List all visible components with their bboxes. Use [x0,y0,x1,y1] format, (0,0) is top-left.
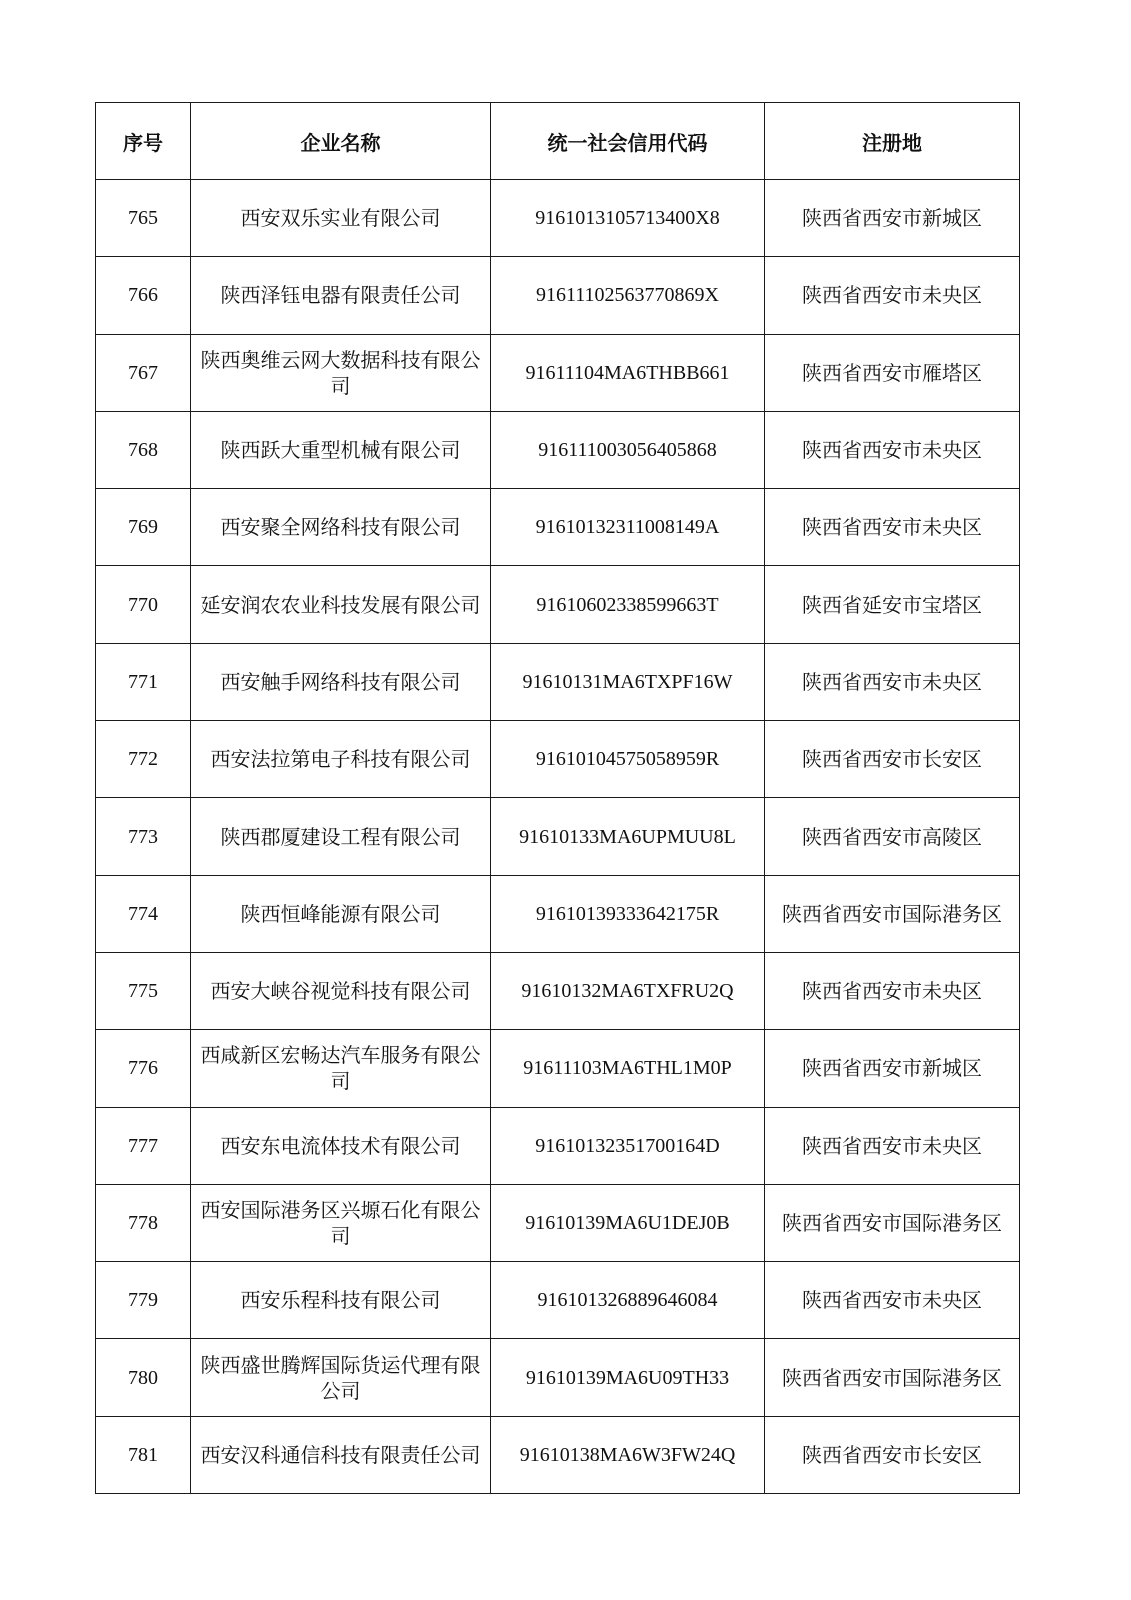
table-row [96,489,1020,566]
row-index: 779 [96,1262,191,1339]
registered-location: 陕西省西安市新城区 [765,1030,1020,1107]
credit-code: 91610132351700164D [491,1107,765,1184]
credit-code: 91611103MA6THL1M0P [491,1030,765,1107]
row-index: 776 [96,1030,191,1107]
credit-code: 91610139333642175R [491,875,765,952]
company-name: 西安双乐实业有限公司 [191,180,491,257]
table-row [96,798,1020,875]
credit-code: 91611102563770869X [491,257,765,334]
credit-code: 9161013105713400X8 [491,180,765,257]
row-index: 766 [96,257,191,334]
company-name: 陕西跃大重型机械有限公司 [191,411,491,488]
table-row [96,1416,1020,1493]
credit-code: 91610139MA6U1DEJ0B [491,1184,765,1261]
registered-location: 陕西省西安市未央区 [765,1262,1020,1339]
company-name: 陕西恒峰能源有限公司 [191,875,491,952]
credit-code: 91610602338599663T [491,566,765,643]
row-index: 777 [96,1107,191,1184]
credit-code: 91610132MA6TXFRU2Q [491,952,765,1029]
table-row [96,257,1020,334]
row-index: 778 [96,1184,191,1261]
registered-location: 陕西省西安市国际港务区 [765,1339,1020,1416]
row-index: 775 [96,952,191,1029]
credit-code: 916101326889646084 [491,1262,765,1339]
row-index: 780 [96,1339,191,1416]
company-name: 陕西盛世腾辉国际货运代理有限公司 [191,1339,491,1416]
row-index: 774 [96,875,191,952]
registered-location: 陕西省西安市长安区 [765,1416,1020,1493]
table-body [96,180,1020,1494]
table-header-row [96,103,1020,180]
registered-location: 陕西省西安市长安区 [765,721,1020,798]
table-row [96,1030,1020,1107]
table-row [96,721,1020,798]
table-row [96,566,1020,643]
credit-code: 91610132311008149A [491,489,765,566]
company-name: 延安润农农业科技发展有限公司 [191,566,491,643]
table-row [96,411,1020,488]
registered-location: 陕西省西安市未央区 [765,643,1020,720]
registered-location: 陕西省西安市未央区 [765,411,1020,488]
company-name: 西安东电流体技术有限公司 [191,1107,491,1184]
registered-location: 陕西省西安市未央区 [765,952,1020,1029]
credit-code: 91610104575058959R [491,721,765,798]
company-name: 西咸新区宏畅达汽车服务有限公司 [191,1030,491,1107]
table-row [96,180,1020,257]
row-index: 771 [96,643,191,720]
company-name: 西安国际港务区兴塬石化有限公司 [191,1184,491,1261]
header-registered-location: 注册地 [765,103,1020,180]
company-name: 陕西泽钰电器有限责任公司 [191,257,491,334]
table-row [96,643,1020,720]
table-row [96,875,1020,952]
row-index: 768 [96,411,191,488]
table-row [96,1107,1020,1184]
company-name: 西安聚全网络科技有限公司 [191,489,491,566]
credit-code: 91611104MA6THBB661 [491,334,765,411]
company-name: 西安乐程科技有限公司 [191,1262,491,1339]
row-index: 772 [96,721,191,798]
table-row [96,1184,1020,1261]
company-name: 西安汉科通信科技有限责任公司 [191,1416,491,1493]
credit-code: 916111003056405868 [491,411,765,488]
registered-location: 陕西省西安市未央区 [765,257,1020,334]
registered-location: 陕西省西安市国际港务区 [765,1184,1020,1261]
row-index: 781 [96,1416,191,1493]
credit-code: 91610131MA6TXPF16W [491,643,765,720]
registered-location: 陕西省西安市新城区 [765,180,1020,257]
row-index: 769 [96,489,191,566]
credit-code: 91610139MA6U09TH33 [491,1339,765,1416]
registered-location: 陕西省西安市未央区 [765,489,1020,566]
table-row [96,1262,1020,1339]
row-index: 773 [96,798,191,875]
credit-code: 91610138MA6W3FW24Q [491,1416,765,1493]
registered-location: 陕西省延安市宝塔区 [765,566,1020,643]
header-index: 序号 [96,103,191,180]
company-name: 陕西奥维云网大数据科技有限公司 [191,334,491,411]
table-row [96,1339,1020,1416]
enterprise-table [95,102,1020,1494]
company-name: 陕西郡厦建设工程有限公司 [191,798,491,875]
company-name: 西安法拉第电子科技有限公司 [191,721,491,798]
registered-location: 陕西省西安市高陵区 [765,798,1020,875]
credit-code: 91610133MA6UPMUU8L [491,798,765,875]
row-index: 767 [96,334,191,411]
registered-location: 陕西省西安市国际港务区 [765,875,1020,952]
company-name: 西安触手网络科技有限公司 [191,643,491,720]
registered-location: 陕西省西安市雁塔区 [765,334,1020,411]
table-row [96,334,1020,411]
row-index: 765 [96,180,191,257]
table-row [96,952,1020,1029]
row-index: 770 [96,566,191,643]
header-credit-code: 统一社会信用代码 [491,103,765,180]
header-company-name: 企业名称 [191,103,491,180]
registered-location: 陕西省西安市未央区 [765,1107,1020,1184]
company-name: 西安大峡谷视觉科技有限公司 [191,952,491,1029]
